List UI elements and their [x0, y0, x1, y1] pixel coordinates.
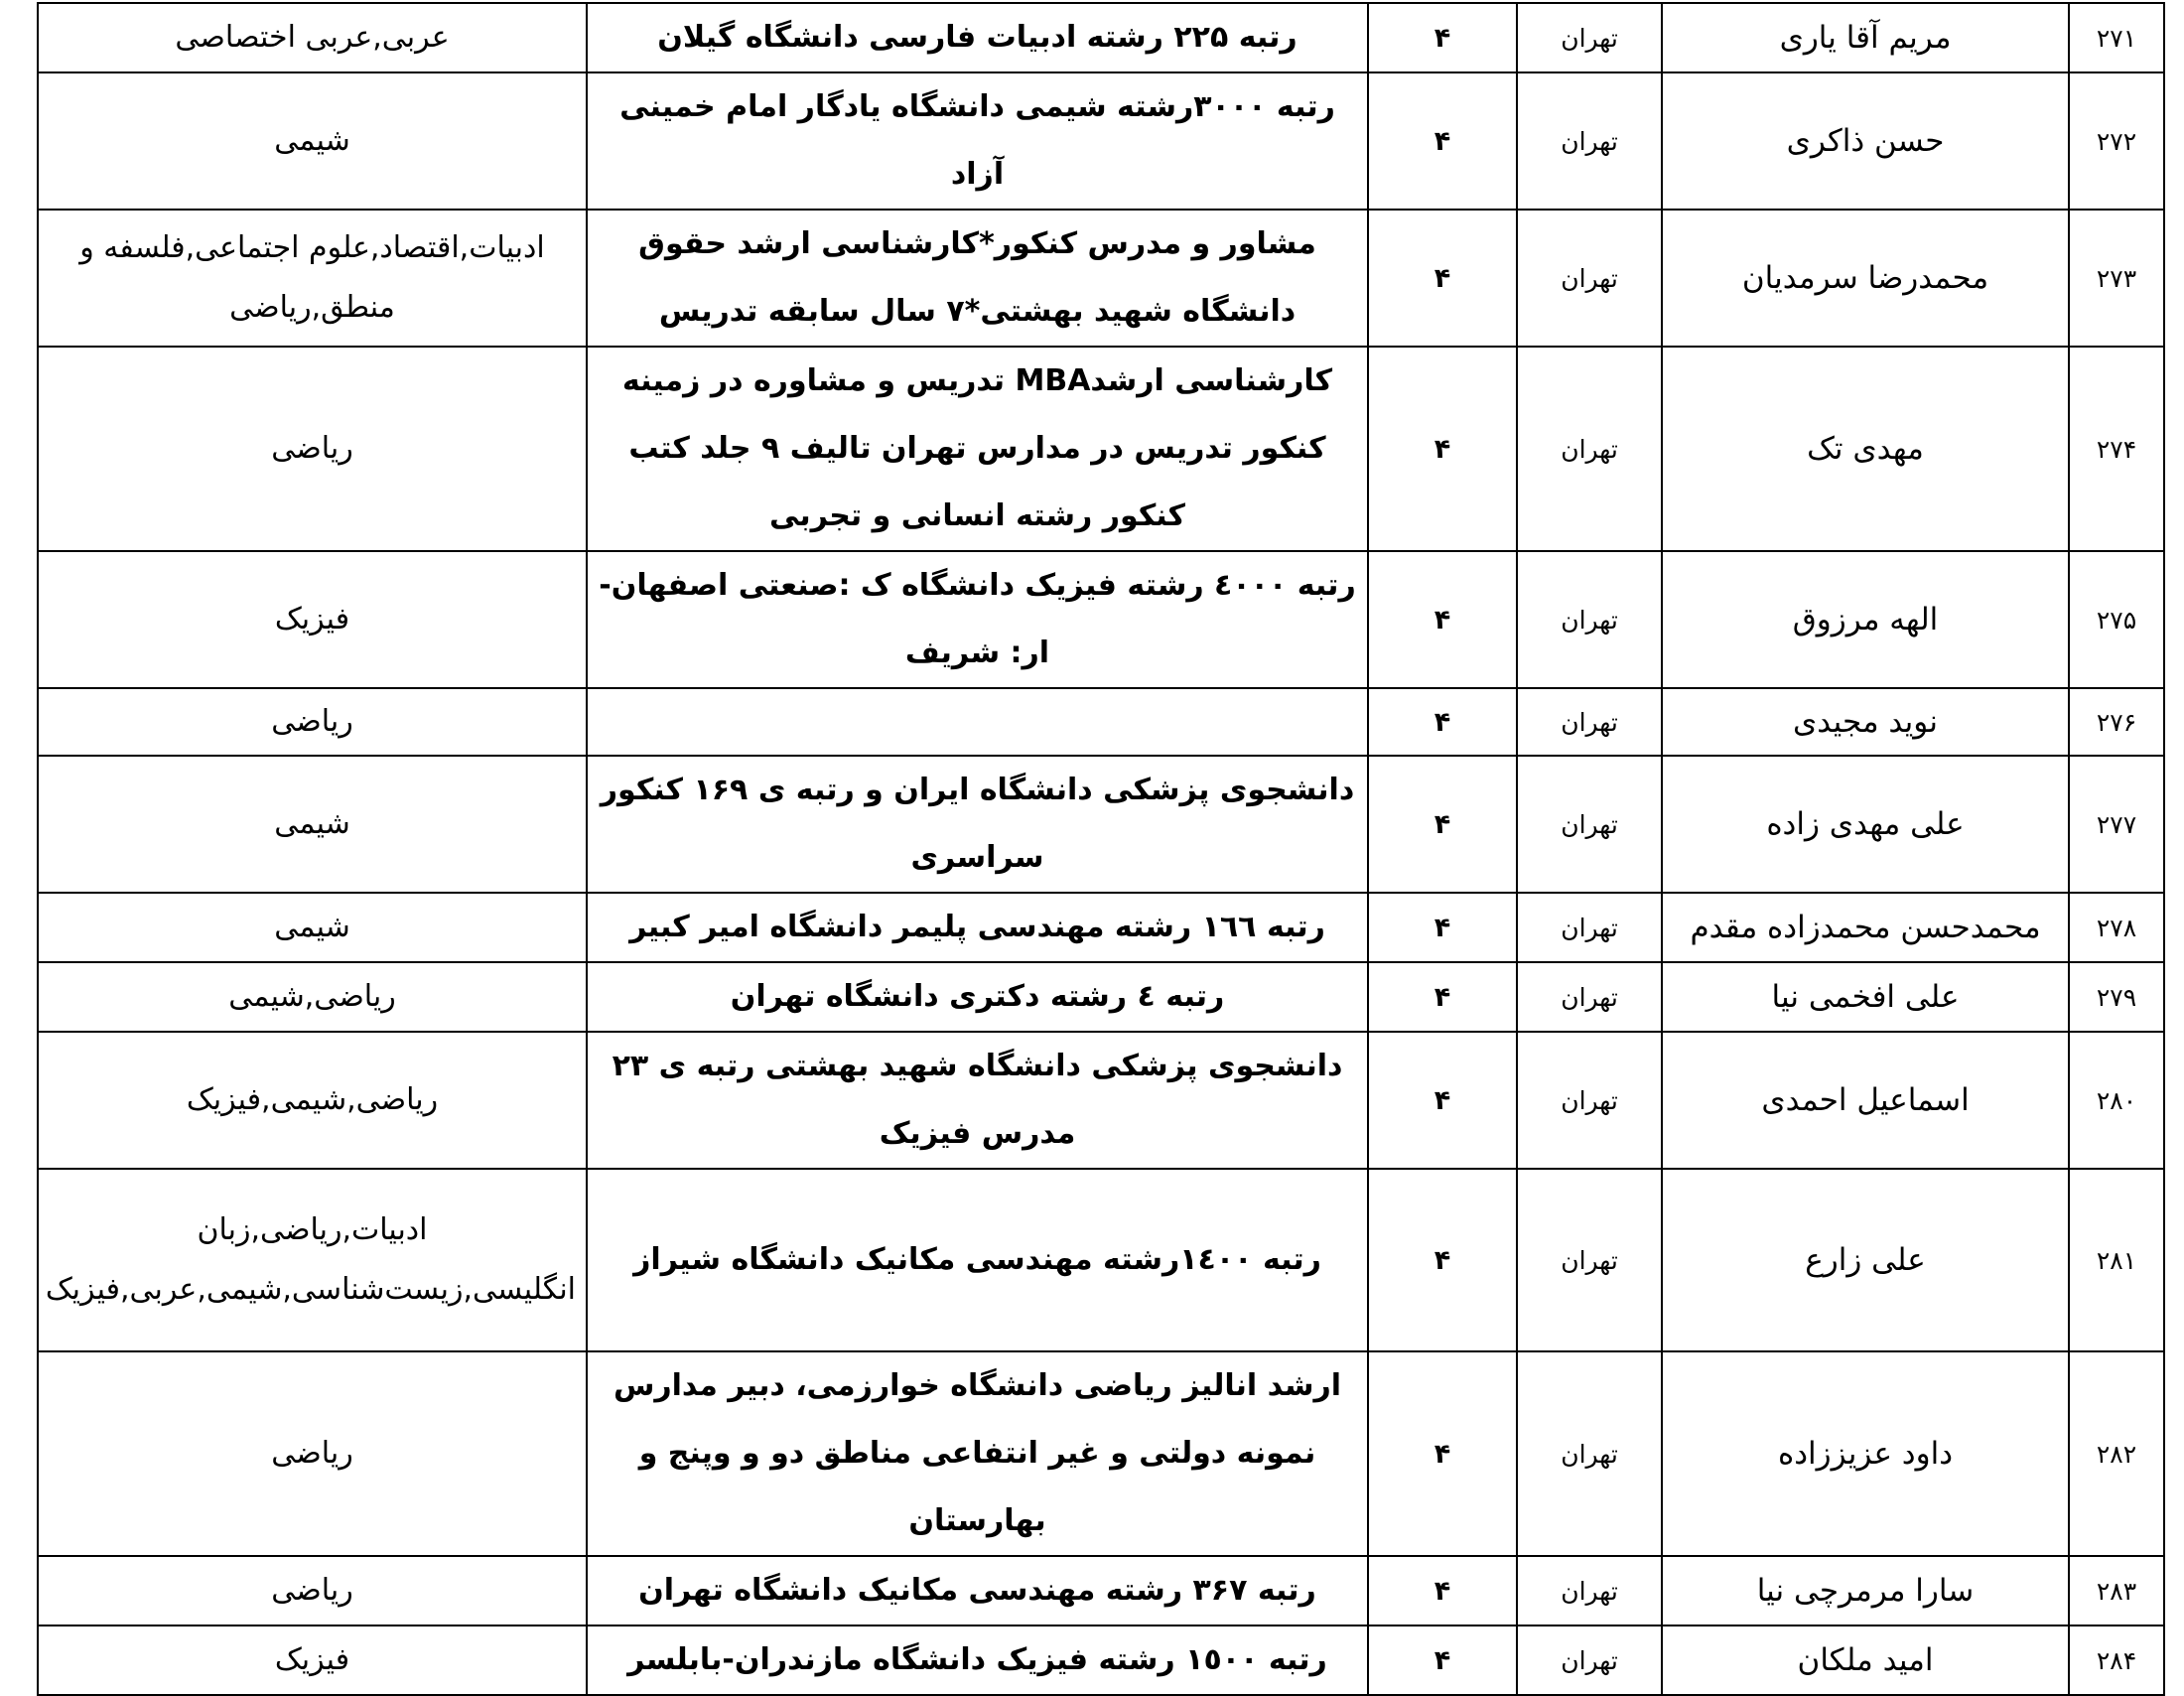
tutor-name: محمدحسن محمدزاده مقدم	[1662, 893, 2069, 962]
description: کارشناسی ارشدMBA تدریس و مشاوره در زمینه کنکور تدریس در مدارس تهران تالیف ۹ جلد کتب کنکور رشته انسانی و تجربی	[587, 347, 1368, 551]
description: رتبه ١٤٠٠رشته مهندسی مکانیک دانشگاه شیراز	[587, 1169, 1368, 1351]
city: تهران	[1517, 893, 1662, 962]
row-number: ۲۸۱	[2069, 1169, 2164, 1351]
subjects: ادبیات,ریاضی,زبان انگلیسی,زیست‌شناسی,شیمی,عربی,فیزیک	[38, 1169, 587, 1351]
tutor-name: مهدی تک	[1662, 347, 2069, 551]
table-row	[38, 962, 2164, 1032]
table-row	[38, 347, 2164, 551]
table-row	[38, 551, 2164, 688]
table-row	[38, 1169, 2164, 1351]
tutor-name: الهه مرزوق	[1662, 551, 2069, 688]
description: رتبه ۳۶۷ رشته مهندسی مکانیک دانشگاه تهران	[587, 1556, 1368, 1625]
subjects: فیزیک	[38, 1625, 587, 1695]
table-row	[38, 1556, 2164, 1625]
table-row	[38, 72, 2164, 210]
city: تهران	[1517, 3, 1662, 72]
grade: ۴	[1368, 1169, 1517, 1351]
tutor-name: امید ملکان	[1662, 1625, 2069, 1695]
subjects: فیزیک	[38, 551, 587, 688]
tutors-table	[37, 2, 2165, 1696]
subjects: ریاضی,شیمی,فیزیک	[38, 1032, 587, 1169]
tutor-name: اسماعیل احمدی	[1662, 1032, 2069, 1169]
description: رتبه ۳۰۰۰رشته شیمی دانشگاه یادگار امام خمینی آزاد	[587, 72, 1368, 210]
city: تهران	[1517, 1556, 1662, 1625]
grade: ۴	[1368, 893, 1517, 962]
row-number: ۲۷۳	[2069, 210, 2164, 347]
subjects: ریاضی	[38, 1556, 587, 1625]
row-number: ۲۸۲	[2069, 1351, 2164, 1556]
tutor-name: داود عزیززاده	[1662, 1351, 2069, 1556]
table-row	[38, 756, 2164, 893]
tutor-name: علی زارع	[1662, 1169, 2069, 1351]
city: تهران	[1517, 1625, 1662, 1695]
subjects: ریاضی	[38, 688, 587, 756]
row-number: ۲۷۱	[2069, 3, 2164, 72]
row-number: ۲۷۷	[2069, 756, 2164, 893]
city: تهران	[1517, 347, 1662, 551]
description: مشاور و مدرس کنکور*کارشناسی ارشد حقوق دانشگاه شهید بهشتی*۷ سال سابقه تدریس	[587, 210, 1368, 347]
tutor-name: مریم آقا یاری	[1662, 3, 2069, 72]
grade: ۴	[1368, 551, 1517, 688]
description	[587, 688, 1368, 756]
description: رتبه ١٥٠٠ رشته فیزیک دانشگاه مازندران-بابلسر	[587, 1625, 1368, 1695]
city: تهران	[1517, 1032, 1662, 1169]
description: رتبه ١٦٦ رشته مهندسی پلیمر دانشگاه امیر کبیر	[587, 893, 1368, 962]
table-row	[38, 893, 2164, 962]
table-row	[38, 3, 2164, 72]
tutor-name: علی مهدی زاده	[1662, 756, 2069, 893]
row-number: ۲۷۹	[2069, 962, 2164, 1032]
grade: ۴	[1368, 1625, 1517, 1695]
subjects: شیمی	[38, 756, 587, 893]
row-number: ۲۷۶	[2069, 688, 2164, 756]
city: تهران	[1517, 1351, 1662, 1556]
subjects: ریاضی	[38, 1351, 587, 1556]
grade: ۴	[1368, 210, 1517, 347]
grade: ۴	[1368, 1032, 1517, 1169]
row-number: ۲۷۴	[2069, 347, 2164, 551]
description: رتبه ۲۲۵ رشته ادبیات فارسی دانشگاه گیلان	[587, 3, 1368, 72]
tutor-name: علی افخمی نیا	[1662, 962, 2069, 1032]
subjects: شیمی	[38, 72, 587, 210]
grade: ۴	[1368, 1556, 1517, 1625]
row-number: ۲۷۸	[2069, 893, 2164, 962]
city: تهران	[1517, 1169, 1662, 1351]
description: رتبه ٤٠٠٠ رشته فیزیک دانشگاه ک :صنعتی اصفهان-ار: شریف	[587, 551, 1368, 688]
description: رتبه ٤ رشته دکتری دانشگاه تهران	[587, 962, 1368, 1032]
subjects: ادبیات,اقتصاد,علوم اجتماعی,فلسفه و منطق,ریاضی	[38, 210, 587, 347]
description: ارشد انالیز ریاضی دانشگاه خوارزمی، دبیر مدارس نمونه دولتی و غیر انتفاعی مناطق دو و وپنج و بهارستان	[587, 1351, 1368, 1556]
grade: ۴	[1368, 72, 1517, 210]
description: دانشجوی پزشکی دانشگاه شهید بهشتی رتبه ی ۲۳ مدرس فیزیک	[587, 1032, 1368, 1169]
tutor-name: حسن ذاکری	[1662, 72, 2069, 210]
city: تهران	[1517, 210, 1662, 347]
subjects: ریاضی,شیمی	[38, 962, 587, 1032]
city: تهران	[1517, 72, 1662, 210]
table-row	[38, 210, 2164, 347]
city: تهران	[1517, 688, 1662, 756]
table-row	[38, 688, 2164, 756]
description: دانشجوی پزشکی دانشگاه ایران و رتبه ی ۱۶۹ کنکور سراسری	[587, 756, 1368, 893]
row-number: ۲۸۴	[2069, 1625, 2164, 1695]
subjects: ریاضی	[38, 347, 587, 551]
row-number: ۲۷۵	[2069, 551, 2164, 688]
row-number: ۲۸۰	[2069, 1032, 2164, 1169]
table-row	[38, 1625, 2164, 1695]
city: تهران	[1517, 962, 1662, 1032]
tutor-name: سارا مرمرچی نیا	[1662, 1556, 2069, 1625]
grade: ۴	[1368, 688, 1517, 756]
subjects: شیمی	[38, 893, 587, 962]
row-number: ۲۸۳	[2069, 1556, 2164, 1625]
city: تهران	[1517, 756, 1662, 893]
grade: ۴	[1368, 347, 1517, 551]
tutor-name: نوید مجیدی	[1662, 688, 2069, 756]
row-number: ۲۷۲	[2069, 72, 2164, 210]
grade: ۴	[1368, 1351, 1517, 1556]
subjects: عربی,عربی اختصاصی	[38, 3, 587, 72]
grade: ۴	[1368, 3, 1517, 72]
tutor-name: محمدرضا سرمدیان	[1662, 210, 2069, 347]
city: تهران	[1517, 551, 1662, 688]
grade: ۴	[1368, 756, 1517, 893]
grade: ۴	[1368, 962, 1517, 1032]
table-row	[38, 1351, 2164, 1556]
table-row	[38, 1032, 2164, 1169]
